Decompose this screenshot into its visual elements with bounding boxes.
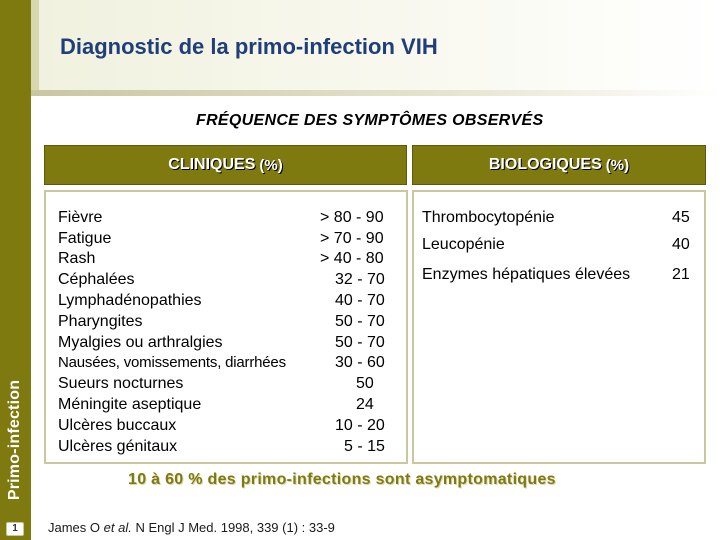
biological-panel xyxy=(412,190,706,464)
clinical-header-label: CLINIQUES xyxy=(168,156,256,173)
symptom-name: Pharyngites xyxy=(58,313,143,330)
sidebar-label: Primo-infection xyxy=(6,379,23,501)
citation-source: N Engl J Med. 1998, 339 (1) : 33-9 xyxy=(135,520,335,535)
symptom-name: Fièvre xyxy=(58,209,103,226)
symptom-name: Méningite aseptique xyxy=(58,396,202,413)
citation-etal: et al. xyxy=(103,520,132,535)
symptom-name: Myalgies ou arthralgies xyxy=(58,334,223,351)
symptom-value: 50 xyxy=(356,375,374,392)
sidebar xyxy=(0,0,31,540)
clinical-header-unit: (%) xyxy=(259,156,283,174)
marker-name: Leucopénie xyxy=(422,236,505,253)
symptom-name: Fatigue xyxy=(58,230,112,247)
marker-value: 45 xyxy=(672,209,690,226)
marker-value: 40 xyxy=(672,236,690,253)
symptom-name: Nausées, vomissements, diarrhées xyxy=(58,354,286,371)
biological-header xyxy=(412,145,706,185)
symptom-value: 50 - 70 xyxy=(335,313,385,330)
symptom-value: 50 - 70 xyxy=(335,334,385,351)
biological-header-unit: (%) xyxy=(605,156,630,174)
citation xyxy=(48,520,335,535)
asymptomatic-note: 10 à 60 % des primo-infections sont asymptomatiques xyxy=(128,471,556,488)
citation-author: James O xyxy=(48,520,101,535)
symptom-value: > 70 - 90 xyxy=(320,230,384,247)
symptom-value: 30 - 60 xyxy=(335,354,385,371)
page-number: 1 xyxy=(6,522,24,536)
symptom-name: Rash xyxy=(58,250,96,267)
symptom-value: 24 xyxy=(356,396,374,413)
symptom-value: 32 - 70 xyxy=(335,271,385,288)
header-stripe xyxy=(31,0,39,90)
symptom-value: 10 - 20 xyxy=(335,417,385,434)
symptom-value: 40 - 70 xyxy=(335,292,385,309)
page-title: Diagnostic de la primo-infection VIH xyxy=(60,34,438,59)
symptom-value: > 80 - 90 xyxy=(320,209,384,226)
biological-header-label: BIOLOGIQUES xyxy=(488,156,602,173)
header-divider xyxy=(31,90,720,96)
symptom-name: Sueurs nocturnes xyxy=(58,375,184,392)
symptom-value: 5 - 15 xyxy=(344,438,385,455)
clinical-panel xyxy=(44,190,408,464)
symptom-name: Ulcères génitaux xyxy=(58,438,178,455)
symptom-name: Céphalées xyxy=(58,271,135,288)
symptom-name: Ulcères buccaux xyxy=(58,417,177,434)
marker-value: 21 xyxy=(672,266,690,283)
marker-name: Enzymes hépatiques élevées xyxy=(422,266,631,283)
clinical-header xyxy=(44,145,407,185)
marker-name: Thrombocytopénie xyxy=(422,209,555,226)
section-subheading: FRÉQUENCE DES SYMPTÔMES OBSERVÉS xyxy=(196,112,544,129)
symptom-value: > 40 - 80 xyxy=(320,250,384,267)
symptom-name: Lymphadénopathies xyxy=(58,292,202,309)
